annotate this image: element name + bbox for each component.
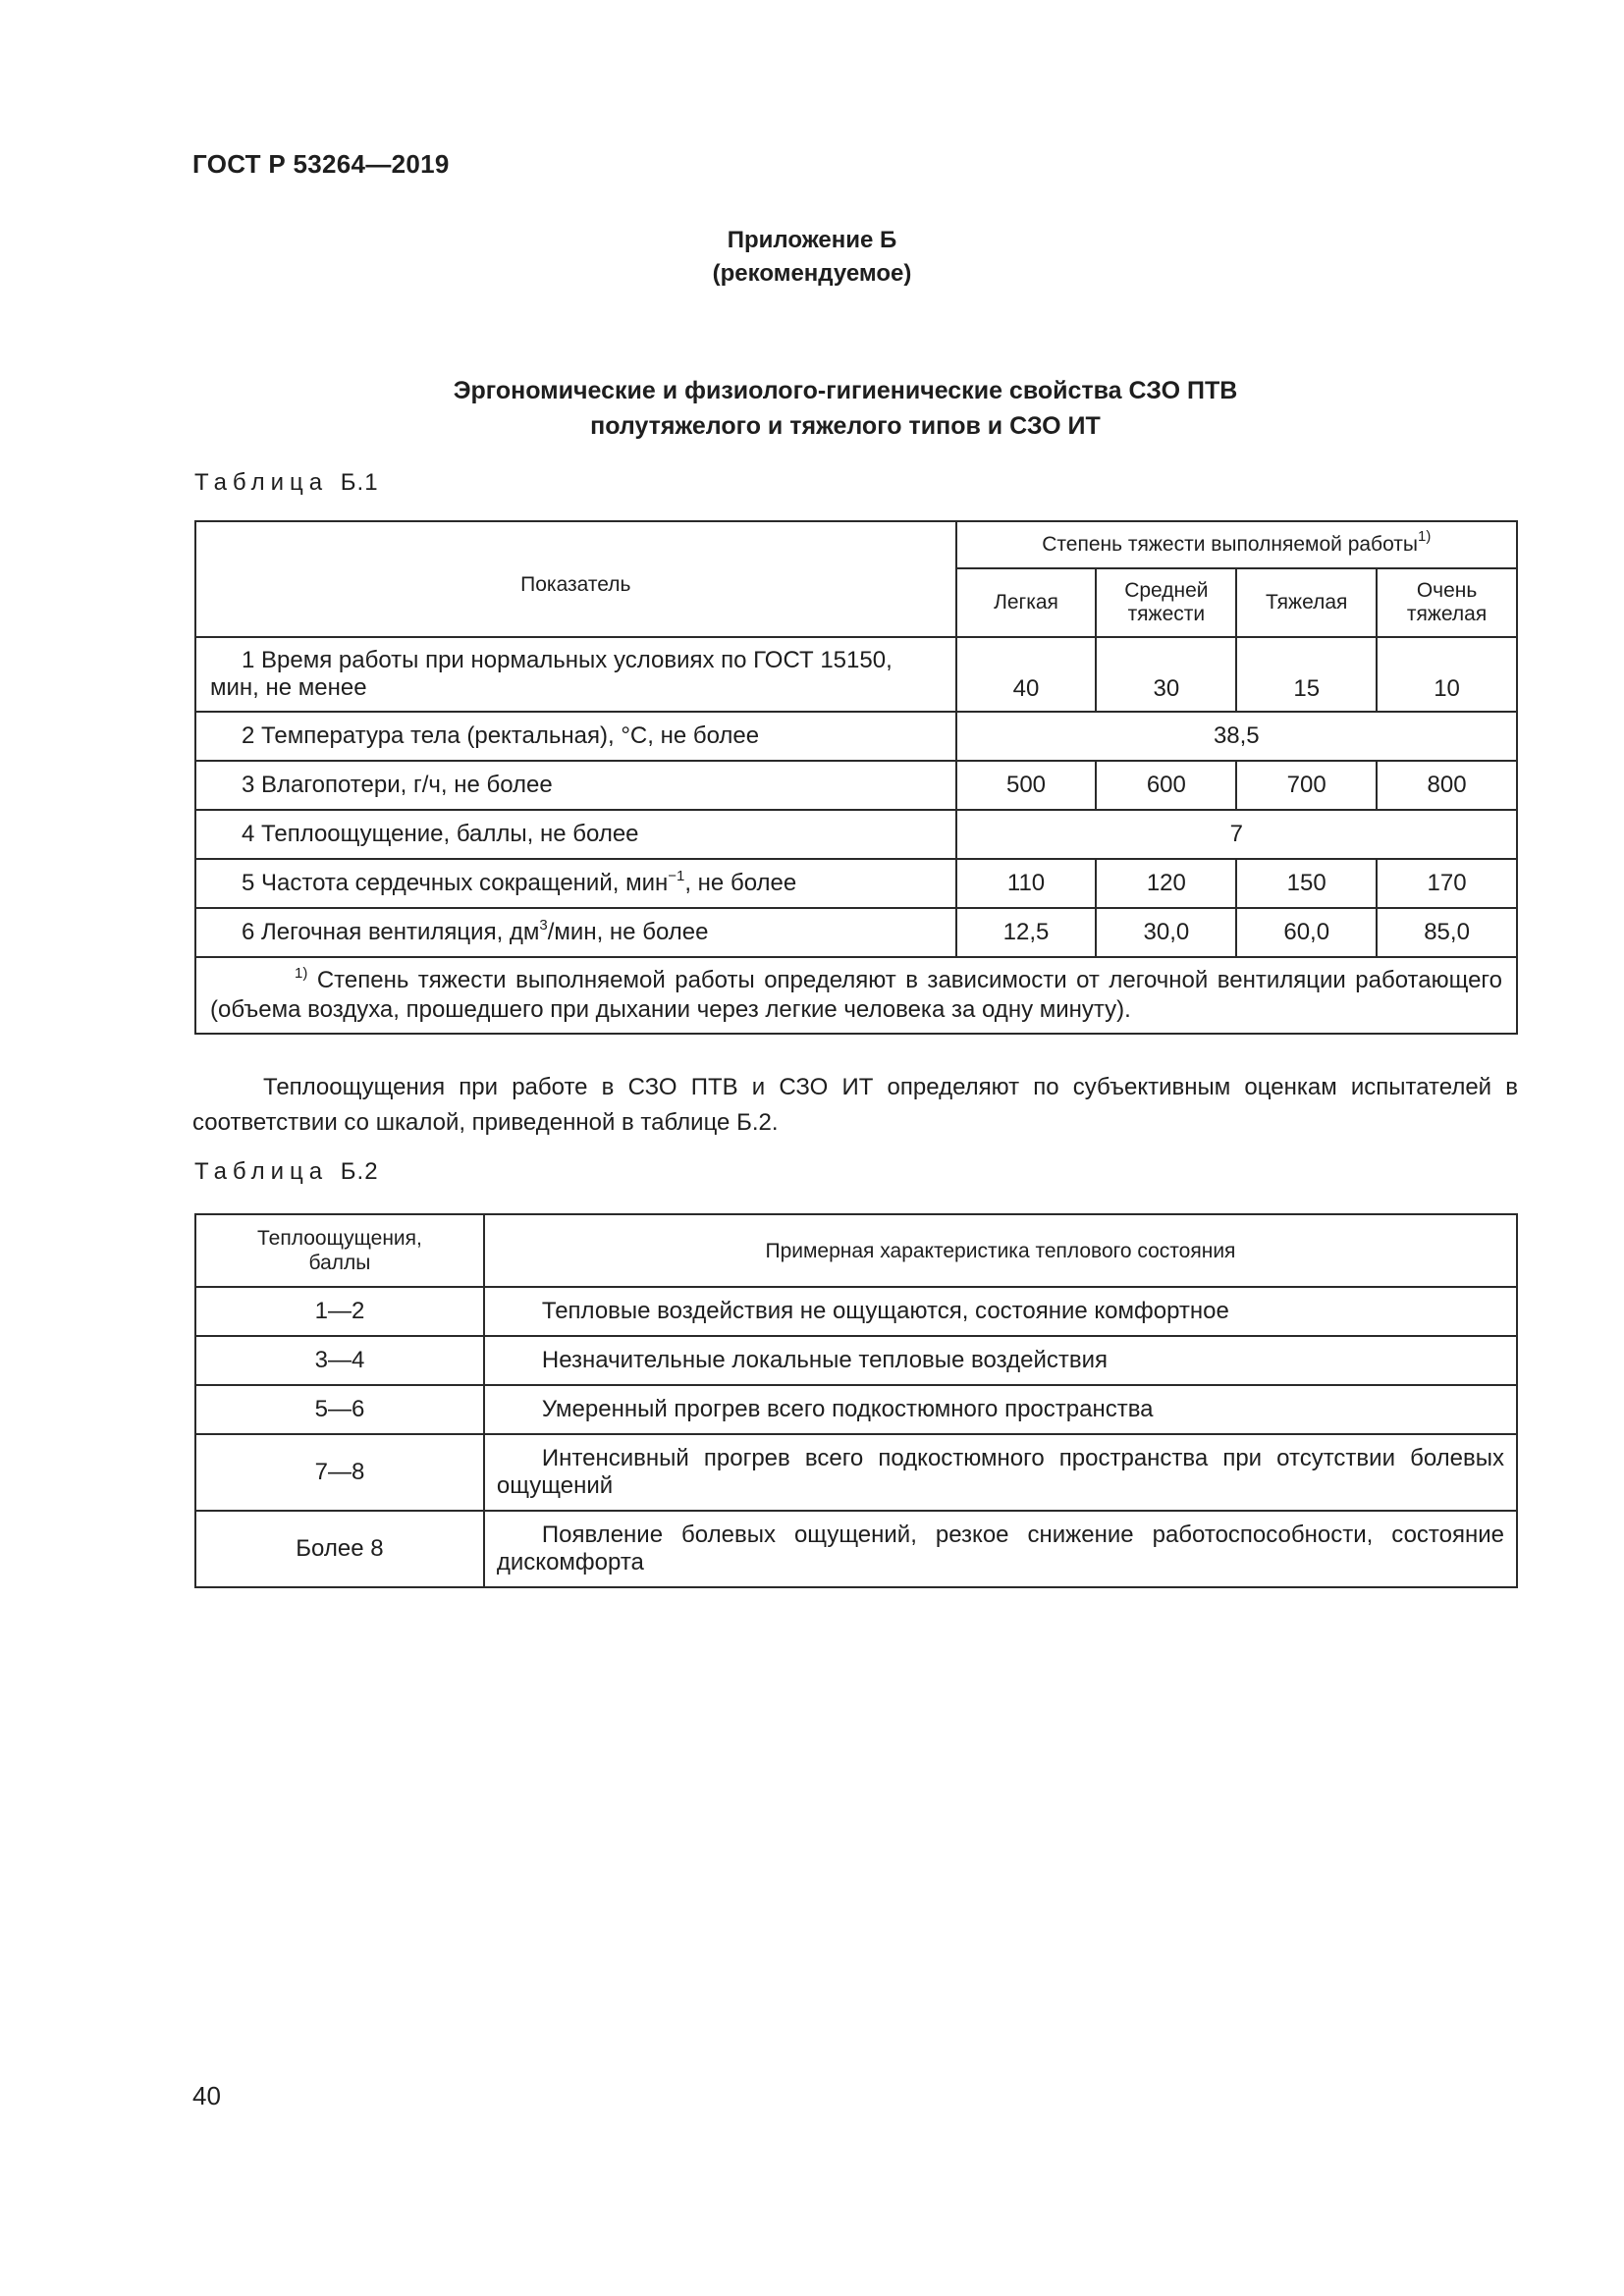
table-row xyxy=(195,1287,1517,1336)
table-row xyxy=(195,1511,1517,1587)
row-label-text: Влагопотери, г/ч, не более xyxy=(261,772,553,798)
cell-value: 15 xyxy=(1236,637,1377,712)
description-text: Интенсивный прогрев всего подкостюмного пространства при отсутствии болевых ощущений xyxy=(496,1445,1504,1499)
row-number: 1 xyxy=(242,647,255,673)
cell-value: 110 xyxy=(956,859,1097,908)
table-caption-number: Б.2 xyxy=(340,1158,379,1185)
footnote-marker: 1) xyxy=(1418,528,1432,545)
section-title xyxy=(0,373,1624,444)
cell-value: 800 xyxy=(1377,761,1517,810)
row-label-text: Теплоощущение, баллы, не более xyxy=(261,821,639,847)
table-b1 xyxy=(194,520,1518,1035)
row-number: 4 xyxy=(242,821,255,847)
table-row xyxy=(195,1385,1517,1434)
cell-value: 12,5 xyxy=(956,908,1097,957)
cell-description xyxy=(484,1385,1517,1434)
table-b2 xyxy=(194,1213,1518,1588)
row-label-text: Температура тела (ректальная), xyxy=(261,722,622,749)
table-row xyxy=(195,908,1517,957)
unit-superscript: −1 xyxy=(668,868,685,884)
cell-value: 30 xyxy=(1096,637,1236,712)
header-indicator: Показатель xyxy=(195,521,956,637)
table-row xyxy=(195,761,1517,810)
section-title-line-2: полутяжелого и тяжелого типов и СЗО ИТ xyxy=(590,412,1101,440)
cell-merged-value: 7 xyxy=(956,810,1517,859)
row-number: 5 xyxy=(242,870,255,896)
cell-value: 40 xyxy=(956,637,1097,712)
cell-score: 1—2 xyxy=(195,1287,484,1336)
row-label-text: Время работы при нормальных условиях по ГОСТ 15150, мин, не менее xyxy=(210,647,893,701)
header-severity-group-text: Степень тяжести выполняемой работы xyxy=(1042,533,1419,556)
row-label xyxy=(195,712,956,761)
table-footnote xyxy=(195,957,1517,1034)
cell-value: 150 xyxy=(1236,859,1377,908)
cell-score: 5—6 xyxy=(195,1385,484,1434)
cell-value: 85,0 xyxy=(1377,908,1517,957)
section-title-line-1: Эргономические и физиолого-гигиенические свойства СЗО ПТВ xyxy=(453,377,1238,404)
table-b2-caption xyxy=(194,1158,1518,1186)
description-text: Появление болевых ощущений, резкое снижение работоспособности, состояние дискомфорта xyxy=(496,1522,1504,1575)
table-caption-word: Таблица xyxy=(194,469,329,496)
header-col-very-heavy: Очень тяжелая xyxy=(1377,568,1517,637)
header-score: Теплоощущения, баллы xyxy=(195,1214,484,1287)
row-number: 3 xyxy=(242,772,255,798)
footnote-marker: 1) xyxy=(295,965,308,982)
cell-value: 170 xyxy=(1377,859,1517,908)
row-number: 6 xyxy=(242,919,255,945)
description-text: Тепловые воздействия не ощущаются, состояние комфортное xyxy=(541,1298,1229,1324)
unit-superscript: 3 xyxy=(539,917,548,934)
header-col-heavy: Тяжелая xyxy=(1236,568,1377,637)
cell-value: 700 xyxy=(1236,761,1377,810)
cell-value: 60,0 xyxy=(1236,908,1377,957)
appendix-status: (рекомендуемое) xyxy=(712,260,912,287)
cell-score: 3—4 xyxy=(195,1336,484,1385)
document-code: ГОСТ Р 53264—2019 xyxy=(192,149,450,179)
cell-score: Более 8 xyxy=(195,1511,484,1587)
cell-value: 10 xyxy=(1377,637,1517,712)
table-row xyxy=(195,859,1517,908)
cell-value: 600 xyxy=(1096,761,1236,810)
row-label xyxy=(195,637,956,712)
page-number: 40 xyxy=(192,2081,221,2110)
table-footnote-row xyxy=(195,957,1517,1034)
cell-description xyxy=(484,1287,1517,1336)
row-label xyxy=(195,761,956,810)
row-label-text-end: /мин, не более xyxy=(547,919,709,945)
cell-merged-value: 38,5 xyxy=(956,712,1517,761)
row-label xyxy=(195,810,956,859)
cell-description xyxy=(484,1336,1517,1385)
cell-value: 500 xyxy=(956,761,1097,810)
cell-value: 120 xyxy=(1096,859,1236,908)
cell-value: 30,0 xyxy=(1096,908,1236,957)
row-label-text-end: , не более xyxy=(684,870,797,896)
cell-score: 7—8 xyxy=(195,1434,484,1511)
footnote-text: Степень тяжести выполняемой работы определяют в зависимости от легочной вентиляции работающего (объема воздуха, прошедшего при дыхании через легкие человека за одну минуту). xyxy=(210,967,1502,1023)
header-col-light: Легкая xyxy=(956,568,1097,637)
table-row xyxy=(195,810,1517,859)
row-label xyxy=(195,908,956,957)
table-row xyxy=(195,1434,1517,1511)
table-caption-number: Б.1 xyxy=(340,469,379,496)
description-text: Незначительные локальные тепловые воздействия xyxy=(541,1347,1108,1373)
header-severity-group xyxy=(956,521,1517,568)
row-label-text-end: С, не более xyxy=(629,722,760,749)
row-label xyxy=(195,859,956,908)
row-label-text: Частота сердечных сокращений, мин xyxy=(261,870,669,896)
table-row xyxy=(195,637,1517,712)
degree-sign: ° xyxy=(621,722,630,749)
header-description: Примерная характеристика теплового состояния xyxy=(484,1214,1517,1287)
row-number: 2 xyxy=(242,722,255,749)
table-row xyxy=(195,1336,1517,1385)
description-text: Умеренный прогрев всего подкостюмного пространства xyxy=(541,1396,1154,1422)
row-label-text: Легочная вентиляция, дм xyxy=(261,919,540,945)
cell-description xyxy=(484,1511,1517,1587)
cell-description xyxy=(484,1434,1517,1511)
table-row xyxy=(195,712,1517,761)
table-b1-caption xyxy=(194,469,1518,497)
appendix-title: Приложение Б xyxy=(727,227,897,253)
body-paragraph: Теплоощущения при работе в СЗО ПТВ и СЗО ИТ определяют по субъективным оценкам испытателей в соответствии со шкалой, приведенной в таблице Б.2. xyxy=(192,1074,1518,1136)
header-col-medium: Средней тяжести xyxy=(1096,568,1236,637)
table-caption-word: Таблица xyxy=(194,1158,329,1185)
